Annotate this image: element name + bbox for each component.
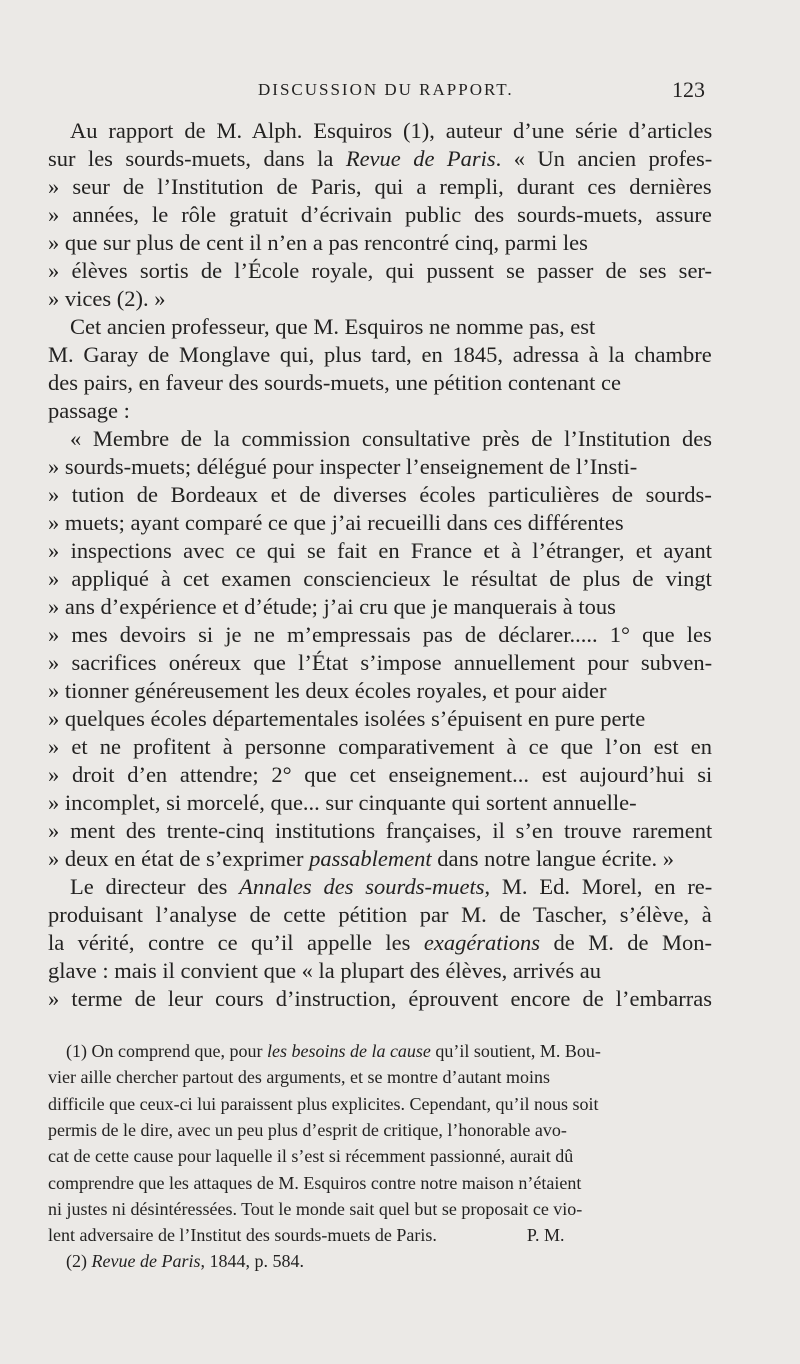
text-run: de M. de Mon- [540,930,712,955]
footnote-line [48,1224,564,1246]
text-run: , M. Ed. Morel, en re- [484,874,713,899]
text-line: » muets; ayant comparé ce que j’ai recueilli dans ces différentes [48,510,624,535]
running-head-title: DISCUSSION DU RAPPORT. [258,80,514,99]
text-line: » sourds-muets; délégué pour inspecter l’enseignement de l’Insti- [48,454,638,479]
footnote-line: comprendre que les attaques de M. Esquiros contre notre maison n’étaient [48,1172,582,1193]
text-run: la vérité, contre ce qu’il appelle les [48,930,424,955]
footnote-line: difficile que ceux-ci lui paraissent plus explicites. Cependant, qu’il nous soit [48,1093,599,1114]
italic-run: les besoins de la cause [266,1041,431,1061]
text-line [70,874,712,900]
text-line: » ment des trente-cinq institutions françaises, il s’en trouve rarement [48,818,713,843]
text-line: M. Garay de Monglave qui, plus tard, en 1845, adressa à la chambre [48,342,712,367]
italic-run: Revue de Paris [91,1251,201,1272]
footnote-line: ni justes ni désintéressées. Tout le monde sait quel but se proposait ce vio- [48,1198,583,1219]
text-line: « Membre de la commission consultative près de l’Institution des [70,426,713,451]
text-line: » sacrifices onéreux que l’État s’impose annuellement pour subven- [48,650,713,675]
text-line: » vices (2). » [48,286,166,311]
text-line: produisant l’analyse de cette pétition par M. de Tascher, s’élève, à [48,902,712,927]
text-line: Au rapport de M. Alph. Esquiros (1), auteur d’une série d’articles [70,118,713,143]
text-line: » et ne profitent à personne comparativement à ce que l’on est en [48,734,713,759]
footnote-line [66,1040,601,1062]
text-line: » inspections avec ce qui se fait en France et à l’étranger, et ayant [48,538,713,563]
text-run: sur les sourds-muets, dans la [48,146,346,171]
italic-run: Revue de Paris [345,146,496,171]
text-line: » appliqué à cet examen consciencieux le résultat de plus de vingt [48,566,712,591]
text-run: dans notre langue écrite. » [431,846,675,871]
text-run: , 1844, p. 584. [200,1251,304,1272]
text-line: glave : mais il convient que « la plupart des élèves, arrivés au [48,958,601,983]
text-line: » tionner généreusement les deux écoles royales, et pour aider [48,678,607,703]
footnote-line: permis de le dire, avec un peu plus d’esprit de critique, l’honorable avo- [48,1119,567,1140]
text-line: » années, le rôle gratuit d’écrivain public des sourds-muets, assure [48,202,712,227]
text-line: » seur de l’Institution de Paris, qui a rempli, durant ces dernières [48,174,712,199]
running-head [0,77,800,108]
page-number: 123 [672,77,705,102]
text-line [48,846,674,872]
text-line: » tution de Bordeaux et de diverses écoles particulières de sourds- [48,482,712,507]
text-run: (1) On comprend que, pour [66,1041,267,1061]
text-run: (2) [66,1251,92,1272]
text-run: lent adversaire de l’Institut des sourds-muets de Paris. [48,1225,437,1246]
text-line: » ans d’expérience et d’étude; j’ai cru que je manquerais à tous [48,594,616,619]
footnote-line [66,1250,304,1272]
italic-run: exagérations [423,930,541,955]
text-line: passage : [48,398,130,423]
text-line: » quelques écoles départementales isolées s’épuisent en pure perte [48,706,646,731]
text-run: Le directeur des [70,874,240,899]
footnote-line: vier aille chercher partout des arguments, et se montre d’autant moins [48,1067,550,1088]
text-line [48,146,712,172]
text-line: des pairs, en faveur des sourds-muets, une pétition contenant ce [48,370,621,395]
text-run: qu’il soutient, M. Bou- [430,1041,601,1061]
italic-run: passablement [309,846,432,871]
text-line: » incomplet, si morcelé, que... sur cinquante qui sortent annuelle- [48,790,637,815]
text-line: Cet ancien professeur, que M. Esquiros ne nomme pas, est [70,314,596,339]
text-line: » mes devoirs si je ne m’empressais pas de déclarer..... 1° que les [48,622,712,647]
text-run: . « Un ancien profes- [495,146,713,171]
text-run: P. M. [526,1225,565,1246]
text-run: » deux en état de s’exprimer [48,846,310,871]
text-line: » que sur plus de cent il n’en a pas rencontré cinq, parmi les [48,230,588,255]
italic-run: Annales des sourds-muets [239,874,485,899]
footnote-line: cat de cette cause pour laquelle il s’est si récemment passionné, aurait dû [48,1146,574,1167]
text-line: » terme de leur cours d’instruction, éprouvent encore de l’embarras [48,986,712,1011]
text-line: » élèves sortis de l’École royale, qui pussent se passer de ses ser- [48,258,712,283]
text-line [48,930,712,956]
text-line: » droit d’en attendre; 2° que cet enseignement... est aujourd’hui si [48,762,713,787]
